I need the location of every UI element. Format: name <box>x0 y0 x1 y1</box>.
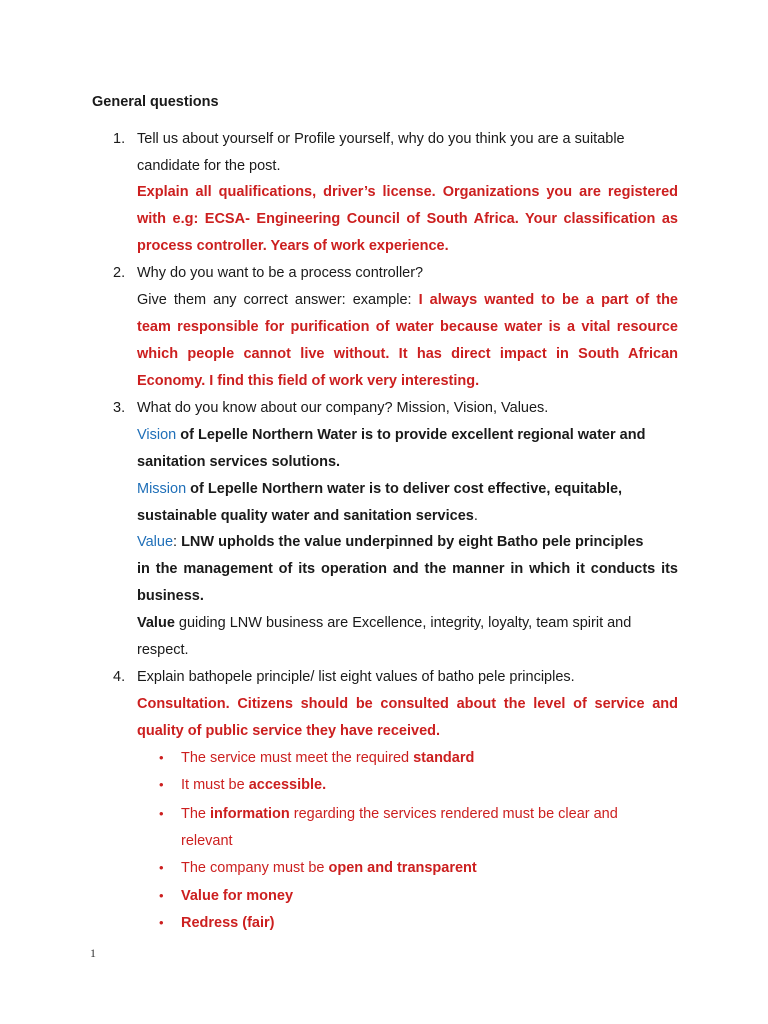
list-item: Value for money <box>181 888 294 904</box>
bullet-marker: • <box>159 888 164 903</box>
q3-vision-line-2: sanitation services solutions. <box>137 454 341 470</box>
list-item <box>181 776 326 794</box>
q1-question-line-2: candidate for the post. <box>137 158 281 174</box>
q3-value-line-2: in the management of its operation and the manner in which it conducts its <box>137 561 678 577</box>
bullet-text: It must be <box>181 777 249 793</box>
value-text: LNW upholds the value underpinned by eight Batho pele principles <box>181 534 644 550</box>
mission-label: Mission <box>137 481 187 497</box>
bullet-text: The service must meet the required <box>181 750 414 766</box>
list-item-continuation: relevant <box>181 833 233 849</box>
value2-label: Value <box>137 615 175 631</box>
q1-answer-line-2: with e.g: ECSA- Engineering Council of South Africa. Your classification as <box>137 211 678 227</box>
q2-answer-line-3: which people cannot live without. It has direct impact in South African <box>137 346 678 362</box>
q2-answer-line-4: Economy. I find this field of work very interesting. <box>137 373 480 389</box>
vision-text: of Lepelle Northern Water is to provide excellent regional water and <box>176 427 646 443</box>
q3-vision-line-1 <box>137 426 645 444</box>
value-label: Value <box>137 534 174 550</box>
bullet-marker: • <box>159 750 164 765</box>
bullet-marker: • <box>159 806 164 821</box>
q4-answer-line-1: Consultation. Citizens should be consulted about the level of service and <box>137 696 678 712</box>
q4-question: Explain bathopele principle/ list eight values of batho pele principles. <box>137 669 575 685</box>
list-item <box>181 749 474 767</box>
q4-answer-line-2: quality of public service they have received. <box>137 723 441 739</box>
q2-number: 2. <box>113 265 126 281</box>
list-item <box>181 805 618 823</box>
q3-mission-line-1 <box>137 480 622 498</box>
page-heading: General questions <box>92 94 219 110</box>
list-item: Redress (fair) <box>181 915 275 931</box>
bullet-text: The <box>181 806 211 822</box>
q2-lead: Give them any correct answer: example: <box>137 292 419 308</box>
bullet-bold: standard <box>413 750 475 766</box>
bullet-bold: information <box>210 806 290 822</box>
q3-value-line-1 <box>137 533 644 551</box>
q4-number: 4. <box>113 669 126 685</box>
q1-question-line-1: Tell us about yourself or Profile yourself, why do you think you are a suitable <box>137 131 625 147</box>
q3-mission-line-2 <box>137 507 478 525</box>
value-colon: : <box>173 534 182 550</box>
bullet-text: The company must be <box>181 860 329 876</box>
q3-number: 3. <box>113 400 126 416</box>
q2-question: Why do you want to be a process controller? <box>137 265 424 281</box>
page-number: 1 <box>90 946 96 960</box>
q3-value2-line-1 <box>137 614 631 632</box>
value2-text: guiding LNW business are Excellence, integrity, loyalty, team spirit and <box>174 615 632 631</box>
bullet-marker: • <box>159 777 164 792</box>
q1-answer-line-1: Explain all qualifications, driver’s license. Organizations you are registered <box>137 184 678 200</box>
mission-text: of Lepelle Northern water is to deliver cost effective, equitable, <box>186 481 623 497</box>
vision-label: Vision <box>137 427 177 443</box>
q2-answer-line-2: team responsible for purification of water because water is a vital resource <box>137 319 678 335</box>
q1-number: 1. <box>113 131 126 147</box>
q2-answer-line-1 <box>137 291 678 309</box>
q3-value-line-3: business. <box>137 588 204 604</box>
bullet-marker: • <box>159 915 164 930</box>
q3-question: What do you know about our company? Mission, Vision, Values. <box>137 400 549 416</box>
mission-text-2: sustainable quality water and sanitation services <box>137 508 474 524</box>
q3-value2-line-2: respect. <box>137 642 189 658</box>
list-item <box>181 859 477 877</box>
bullet-text-post: regarding the services rendered must be clear and <box>289 806 618 822</box>
bullet-bold: accessible. <box>248 777 327 793</box>
q2-answer-start: I always wanted to be a part of the <box>418 292 678 308</box>
q1-answer-line-3: process controller. Years of work experience. <box>137 238 449 254</box>
mission-end: . <box>473 508 478 524</box>
bullet-bold: open and transparent <box>328 860 477 876</box>
bullet-marker: • <box>159 860 164 875</box>
